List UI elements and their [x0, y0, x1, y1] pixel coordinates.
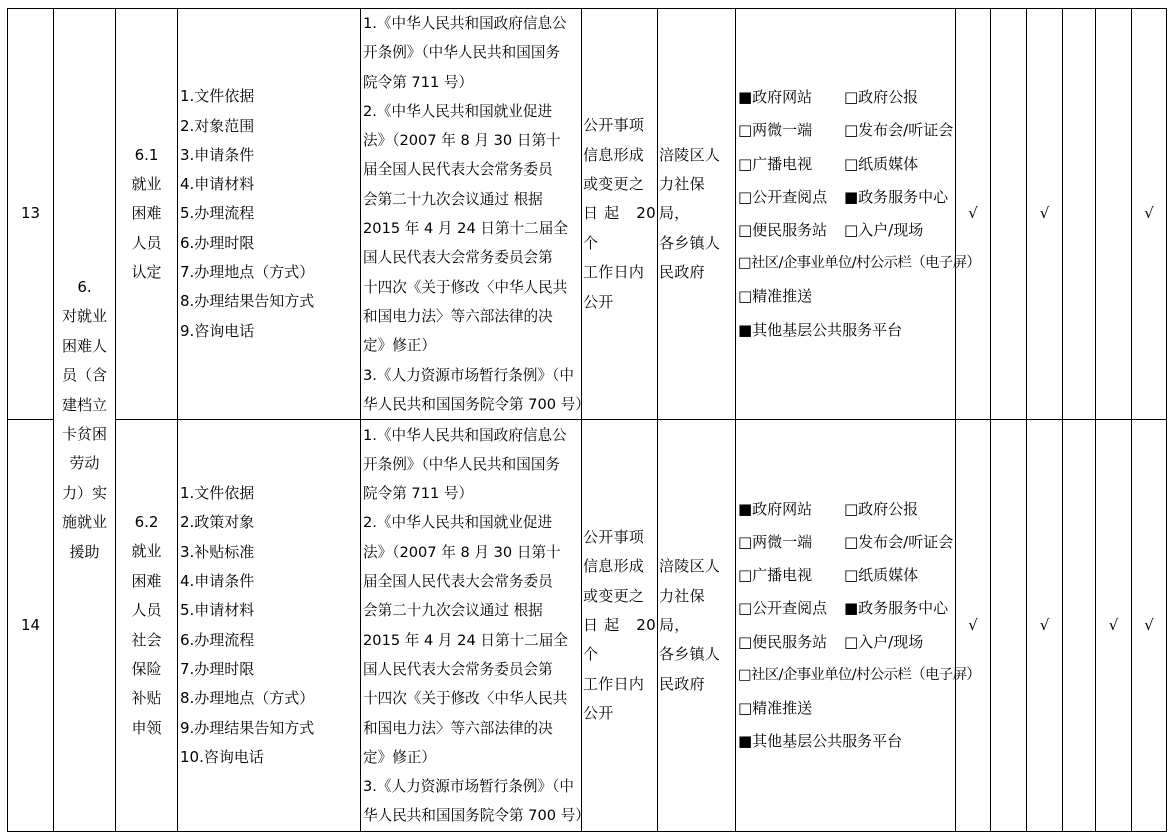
channel-option: □公开查阅点 — [738, 599, 828, 618]
check-mark-cell: √ — [1027, 9, 1063, 420]
channel-option: □便民服务站 — [738, 632, 828, 651]
channel-row — [738, 214, 955, 247]
table-row — [8, 9, 1167, 420]
basis-line: 定》修正） — [363, 337, 436, 355]
channel-row — [738, 81, 955, 114]
channel-row — [738, 592, 955, 625]
subject-line: 涪陵区人 — [659, 557, 721, 576]
content-items-cell — [178, 420, 361, 832]
basis-cell — [361, 420, 590, 832]
check-mark-cell: √ — [1132, 420, 1167, 832]
channel-option: □社区/企事业单位/村公示栏（电子屏） — [738, 666, 981, 683]
channel-row — [738, 559, 955, 592]
check-mark-cell: √ — [956, 9, 991, 420]
category-line: 困难人 — [61, 336, 107, 355]
category-line: 施就业 — [61, 513, 107, 532]
content-item-line: 8.办理结果告知方式 — [180, 292, 315, 311]
check-mark-cell: √ — [1132, 9, 1167, 420]
channel-option: □纸质媒体 — [844, 154, 919, 173]
time-limit-line: 公开事项 — [583, 116, 645, 135]
basis-line: 1.《中华人民共和国政府信息公 — [363, 426, 567, 444]
content-item-line: 10.咨询电话 — [180, 747, 264, 766]
content-item-line: 5.办理流程 — [180, 204, 255, 223]
subject-line: 涪陵区人 — [659, 145, 721, 164]
channel-option: □发布会/听证会 — [844, 533, 954, 552]
sub-item-line: 人员 — [131, 233, 162, 252]
time-limit-cell — [582, 420, 658, 832]
channel-option: □纸质媒体 — [844, 566, 919, 585]
check-mark-cell — [1063, 9, 1096, 420]
basis-line: 2015 年 4 月 24 日第十二届全 — [363, 220, 568, 238]
content-item-line: 1.文件依据 — [180, 87, 255, 106]
basis-line: 2.《中华人民共和国就业促进 — [363, 514, 553, 532]
channel-option: □公开查阅点 — [738, 187, 828, 206]
channel-option: □入户/现场 — [844, 221, 924, 240]
time-limit-line: 信息形成 — [583, 557, 645, 576]
basis-line: 国人民代表大会常务委员会第 — [363, 660, 553, 678]
subject-line: 民政府 — [659, 263, 705, 282]
basis-line: 1.《中华人民共和国政府信息公 — [363, 15, 567, 32]
basis-line: 十四次《关于修改〈中华人民共 — [363, 278, 568, 296]
content-item-line: 8.办理地点（方式） — [180, 689, 315, 708]
channel-row — [738, 114, 955, 147]
channel-row — [738, 626, 955, 659]
time-limit-line: 工作日内 — [583, 263, 645, 282]
content-item-line: 3.补贴标准 — [180, 542, 255, 561]
channel-row — [738, 247, 981, 280]
basis-line: 届全国人民代表大会常务委员 — [363, 573, 553, 591]
channel-option: □社区/企事业单位/村公示栏（电子屏） — [738, 255, 981, 272]
content-item-line: 9.咨询电话 — [180, 321, 255, 340]
content-item-line: 3.申请条件 — [180, 145, 255, 164]
category-line: 对就业 — [61, 307, 107, 326]
channel-option: □广播电视 — [738, 154, 813, 173]
time-limit-line: 工作日内 — [583, 674, 645, 693]
check-mark-cell — [1063, 420, 1096, 832]
basis-line: 法》（2007 年 8 月 30 日第十 — [363, 543, 561, 561]
time-limit-line: 公开事项 — [583, 527, 645, 546]
content-item-line: 1.文件依据 — [180, 484, 255, 503]
check-mark-cell — [991, 9, 1027, 420]
channel-row — [738, 725, 955, 758]
channel-row — [738, 692, 955, 725]
content-item-line: 2.对象范围 — [180, 116, 255, 135]
sub-item-line: 6.1 — [134, 145, 159, 164]
content-item-line: 6.办理流程 — [180, 630, 255, 649]
content-item-line: 7.办理时限 — [180, 659, 255, 678]
sub-item-line: 申领 — [131, 718, 162, 737]
subject-line: 力社保局， — [659, 586, 705, 634]
time-limit-line: 日起 20 个 — [583, 204, 656, 252]
basis-line: 3.《人力资源市场暂行条例》（中 — [363, 778, 574, 796]
content-item-line: 4.申请条件 — [180, 572, 255, 591]
sub-item-line: 认定 — [131, 263, 162, 282]
sub-item-line: 补贴 — [131, 689, 162, 708]
check-mark-cell: √ — [956, 420, 991, 832]
subject-cell — [658, 420, 736, 832]
channel-row — [738, 314, 955, 347]
sub-item-line: 社会 — [131, 630, 162, 649]
category-cell — [54, 9, 116, 832]
channel-option: □精准推送 — [738, 287, 813, 306]
channel-option: □政府公报 — [844, 499, 919, 518]
sub-item-line: 困难 — [131, 571, 162, 590]
time-limit-line: 或变更之 — [583, 586, 645, 605]
category-line: 建档立 — [61, 395, 107, 414]
table-row — [8, 420, 1167, 832]
channel-option: □精准推送 — [738, 699, 813, 718]
sub-item-cell — [116, 420, 178, 832]
channel-row — [738, 280, 955, 313]
basis-line: 2015 年 4 月 24 日第十二届全 — [363, 631, 568, 649]
basis-line: 华人民共和国国务院令第 700 号） — [363, 395, 590, 413]
row-number: 14 — [8, 420, 54, 832]
basis-line: 华人民共和国国务院令第 700 号） — [363, 807, 590, 825]
channel-option: □发布会/听证会 — [844, 121, 954, 140]
channel-row — [738, 181, 955, 214]
category-line: 援助 — [69, 542, 100, 561]
check-mark-cell: √ — [1027, 420, 1063, 832]
basis-line: 定》修正） — [363, 748, 436, 766]
channel-row — [738, 148, 955, 181]
sub-item-line: 就业 — [131, 174, 162, 193]
basis-line: 院令第 711 号） — [363, 485, 474, 503]
basis-line: 法》（2007 年 8 月 30 日第十 — [363, 132, 561, 150]
basis-line: 届全国人民代表大会常务委员 — [363, 161, 553, 179]
content-item-line: 5.申请材料 — [180, 601, 255, 620]
basis-line: 3.《人力资源市场暂行条例》（中 — [363, 366, 574, 384]
basis-line: 2.《中华人民共和国就业促进 — [363, 102, 553, 120]
channel-option: □两微一端 — [738, 121, 813, 140]
category-line: 6. — [77, 278, 92, 297]
channel-option: ■其他基层公共服务平台 — [738, 320, 903, 339]
basis-line: 开条例》（中华人民共和国国务 — [363, 455, 561, 473]
channel-option: ■政务服务中心 — [844, 187, 949, 206]
basis-line: 和国电力法〉等六部法律的决 — [363, 307, 553, 325]
basis-cell — [361, 9, 590, 420]
row-number: 13 — [8, 9, 54, 420]
check-mark-cell — [991, 420, 1027, 832]
check-mark-cell — [1096, 9, 1132, 420]
channel-option: □广播电视 — [738, 566, 813, 585]
basis-line: 和国电力法〉等六部法律的决 — [363, 719, 553, 737]
time-limit-line: 公开 — [583, 292, 614, 311]
subject-line: 力社保局， — [659, 174, 705, 223]
channel-option: □便民服务站 — [738, 221, 828, 240]
basis-line: 开条例》（中华人民共和国国务 — [363, 44, 561, 62]
channel-option: ■其他基层公共服务平台 — [738, 732, 903, 751]
channel-row — [738, 659, 981, 692]
time-limit-line: 公开 — [583, 704, 614, 723]
category-line: 员（含 — [61, 366, 107, 385]
time-limit-line: 或变更之 — [583, 174, 645, 193]
time-limit-line: 信息形成 — [583, 145, 645, 164]
subject-line: 民政府 — [659, 674, 705, 693]
content-item-line: 4.申请材料 — [180, 175, 255, 194]
sub-item-line: 困难 — [131, 204, 162, 223]
channels-cell — [736, 9, 981, 420]
time-limit-cell — [582, 9, 658, 420]
content-item-line: 2.政策对象 — [180, 513, 255, 532]
basis-line: 十四次《关于修改〈中华人民共 — [363, 690, 568, 708]
basis-line: 国人民代表大会常务委员会第 — [363, 249, 553, 267]
subject-cell — [658, 9, 736, 420]
subject-line: 各乡镇人 — [659, 233, 721, 252]
sub-item-line: 人员 — [131, 601, 162, 620]
content-items-cell — [178, 9, 361, 420]
channel-option: ■政务服务中心 — [844, 599, 949, 618]
disclosure-table — [7, 8, 1167, 832]
channel-option: ■政府网站 — [738, 499, 813, 518]
subject-line: 各乡镇人 — [659, 645, 721, 664]
sub-item-line: 就业 — [131, 542, 162, 561]
check-mark-cell: √ — [1096, 420, 1132, 832]
time-limit-line: 日起 20 个 — [583, 615, 656, 664]
channel-row — [738, 493, 955, 526]
category-line: 劳动 — [69, 454, 100, 473]
category-line: 力）实 — [61, 483, 107, 502]
channels-cell — [736, 420, 981, 832]
channel-option: □政府公报 — [844, 88, 919, 107]
content-item-line: 6.办理时限 — [180, 233, 255, 252]
channel-option: □入户/现场 — [844, 632, 924, 651]
channel-row — [738, 526, 955, 559]
sub-item-cell — [116, 9, 178, 420]
channel-option: □两微一端 — [738, 533, 813, 552]
sub-item-line: 保险 — [131, 660, 162, 679]
basis-line: 会第二十九次会议通过 根据 — [363, 602, 543, 620]
category-line: 卡贫困 — [61, 425, 107, 444]
channel-option: ■政府网站 — [738, 88, 813, 107]
basis-line: 院令第 711 号） — [363, 73, 474, 91]
content-item-line: 7.办理地点（方式） — [180, 263, 315, 282]
content-item-line: 9.办理结果告知方式 — [180, 718, 315, 737]
sub-item-line: 6.2 — [134, 513, 159, 532]
basis-line: 会第二十九次会议通过 根据 — [363, 190, 543, 208]
